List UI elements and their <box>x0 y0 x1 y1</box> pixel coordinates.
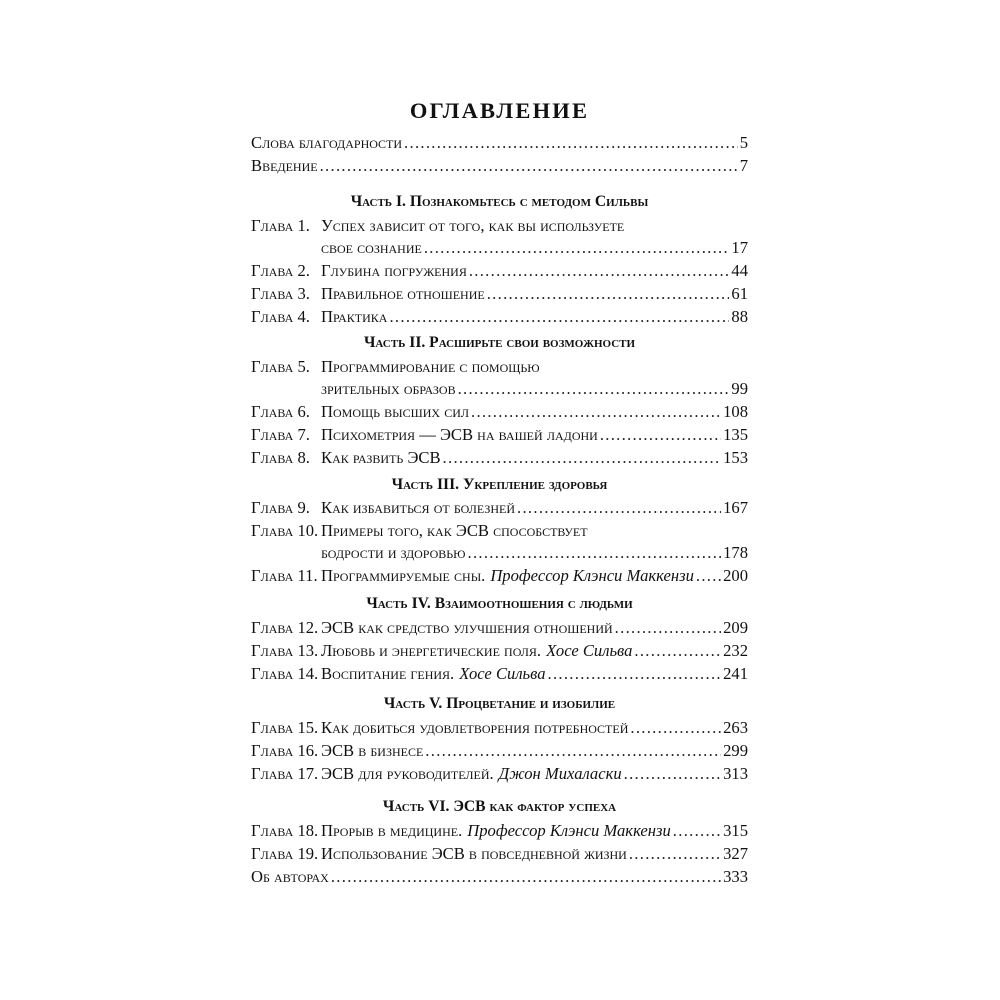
toc-entry-chapter-2[interactable] <box>251 259 748 282</box>
chapter-title: Помощь высших сил <box>321 402 469 421</box>
chapter-title: Практика <box>321 307 388 326</box>
leader-dots <box>696 564 721 587</box>
toc-entry-introduction[interactable] <box>251 154 748 177</box>
toc-entry-chapter-9[interactable] <box>251 496 748 519</box>
page-number: 99 <box>731 379 748 398</box>
leader-dots <box>425 739 721 762</box>
leader-dots <box>468 541 722 564</box>
toc-entry-chapter-19[interactable] <box>251 842 748 865</box>
chapter-title: ЭСВ в бизнесе <box>321 741 424 760</box>
chapter-author: Хосе Сильва <box>546 641 633 660</box>
toc-entry-chapter-10[interactable] <box>251 519 748 542</box>
part-heading-2: Часть II. Расширьте свои возможности <box>363 334 636 351</box>
page-number: 88 <box>731 307 748 326</box>
chapter-number: Глава 16. <box>251 741 319 760</box>
chapter-title: Любовь и энергетические поля. <box>321 641 542 660</box>
chapter-title: Программируемые сны. <box>321 566 486 585</box>
chapter-number: Глава 12. <box>251 618 319 637</box>
part-heading-6: Часть VI. ЭСВ как фактор успеха <box>382 798 617 815</box>
page-number: 17 <box>731 238 748 257</box>
chapter-author: Профессор Клэнси Маккензи <box>490 566 694 585</box>
chapter-number: Глава 11. <box>251 566 318 585</box>
chapter-title: Психометрия — ЭСВ на вашей ладони <box>321 425 598 444</box>
toc-entry-chapter-11[interactable] <box>251 564 748 587</box>
page-number: 209 <box>723 618 748 637</box>
leader-dots <box>615 616 721 639</box>
leader-dots <box>517 496 721 519</box>
toc-entry-chapter-5[interactable] <box>251 355 748 378</box>
toc-entry-chapter-5-cont[interactable] <box>251 377 748 400</box>
leader-dots <box>389 305 729 328</box>
entry-label: Слова благодарности <box>251 133 403 152</box>
toc-entry-chapter-1[interactable] <box>251 214 748 237</box>
toc-entry-chapter-13[interactable] <box>251 639 748 662</box>
page-number: 61 <box>731 284 748 303</box>
toc-entry-chapter-4[interactable] <box>251 305 748 328</box>
page-number: 178 <box>723 543 748 562</box>
toc-entry-chapter-10-cont[interactable] <box>251 541 748 564</box>
chapter-title-continued: бодрости и здоровью <box>321 543 466 562</box>
leader-dots <box>630 716 721 739</box>
chapter-title-continued: зрительных образов <box>321 379 456 398</box>
chapter-title: Правильное отношение <box>321 284 485 303</box>
leader-dots <box>320 154 738 177</box>
leader-dots <box>548 662 722 685</box>
leader-dots <box>634 639 721 662</box>
leader-dots <box>443 446 722 469</box>
toc-entry-chapter-12[interactable] <box>251 616 748 639</box>
toc-entry-chapter-16[interactable] <box>251 739 748 762</box>
chapter-title-continued: свое сознание <box>321 238 422 257</box>
toc-entry-chapter-17[interactable] <box>251 762 748 785</box>
page-number: 108 <box>723 402 748 421</box>
toc-entry-chapter-8[interactable] <box>251 446 748 469</box>
part-heading-1: Часть I. Познакомьтесь с методом Сильвы <box>350 193 649 210</box>
leader-dots <box>458 377 730 400</box>
chapter-number: Глава 7. <box>251 425 310 444</box>
toc-entry-chapter-1-cont[interactable] <box>251 236 748 259</box>
leader-dots <box>673 819 721 842</box>
page-number: 135 <box>723 425 748 444</box>
toc-entry-acknowledgements[interactable] <box>251 131 748 154</box>
toc-entry-chapter-7[interactable] <box>251 423 748 446</box>
toc-entry-chapter-6[interactable] <box>251 400 748 423</box>
chapter-number: Глава 2. <box>251 261 310 280</box>
chapter-number: Глава 17. <box>251 764 319 783</box>
chapter-title: Программирование с помощью <box>321 357 540 376</box>
leader-dots <box>404 131 738 154</box>
chapter-number: Глава 18. <box>251 821 319 840</box>
chapter-title: Как избавиться от болезней <box>321 498 516 517</box>
chapter-title: Как развить ЭСВ <box>321 448 441 467</box>
leader-dots <box>424 236 730 259</box>
chapter-title: Глубина погружения <box>321 261 467 280</box>
toc-entry-chapter-14[interactable] <box>251 662 748 685</box>
leader-dots <box>471 400 721 423</box>
part-heading-4: Часть IV. Взаимоотношения с людьми <box>366 595 633 612</box>
page-number: 200 <box>723 566 748 585</box>
page-number: 5 <box>739 133 748 152</box>
leader-dots <box>624 762 721 785</box>
chapter-number: Глава 3. <box>251 284 310 303</box>
chapter-number: Глава 14. <box>251 664 319 683</box>
page-number: 313 <box>723 764 748 783</box>
leader-dots <box>600 423 721 446</box>
chapter-number: Глава 10. <box>251 521 319 540</box>
page-number: 327 <box>723 844 748 863</box>
leader-dots <box>331 865 721 888</box>
page-number: 333 <box>723 867 748 886</box>
entry-label: Об авторах <box>251 867 329 886</box>
chapter-title: ЭСВ для руководителей. <box>321 764 494 783</box>
chapter-author: Профессор Клэнси Маккензи <box>467 821 671 840</box>
chapter-number: Глава 6. <box>251 402 310 421</box>
page-number: 263 <box>723 718 748 737</box>
leader-dots <box>629 842 721 865</box>
chapter-number: Глава 13. <box>251 641 319 660</box>
chapter-title: ЭСВ как средство улучшения отношений <box>321 618 613 637</box>
leader-dots <box>487 282 730 305</box>
toc-entry-chapter-3[interactable] <box>251 282 748 305</box>
chapter-number: Глава 8. <box>251 448 310 467</box>
toc-entry-chapter-15[interactable] <box>251 716 748 739</box>
page-number: 153 <box>723 448 748 467</box>
chapter-number: Глава 15. <box>251 718 319 737</box>
chapter-title: Примеры того, как ЭСВ способствует <box>321 521 588 540</box>
part-heading-5: Часть V. Процветание и изобилие <box>383 695 616 712</box>
part-heading-3: Часть III. Укрепление здоровья <box>391 476 608 493</box>
chapter-author: Джон Михаласки <box>498 764 622 783</box>
chapter-number: Глава 1. <box>251 216 310 235</box>
chapter-title: Воспитание гения. <box>321 664 455 683</box>
page-number: 241 <box>723 664 748 683</box>
page-number: 232 <box>723 641 748 660</box>
entry-label: Введение <box>251 156 318 175</box>
page-number: 315 <box>723 821 748 840</box>
chapter-number: Глава 19. <box>251 844 319 863</box>
chapter-title: Успех зависит от того, как вы используете <box>321 216 625 235</box>
chapter-number: Глава 9. <box>251 498 310 517</box>
page-number: 7 <box>739 156 748 175</box>
chapter-number: Глава 4. <box>251 307 310 326</box>
chapter-title: Прорыв в медицине. <box>321 821 463 840</box>
toc-entry-about-authors[interactable] <box>251 865 748 888</box>
page-number: 299 <box>723 741 748 760</box>
leader-dots <box>469 259 730 282</box>
chapter-author: Хосе Сильва <box>459 664 546 683</box>
chapter-number: Глава 5. <box>251 357 310 376</box>
page-number: 167 <box>723 498 748 517</box>
page-title: ОГЛАВЛЕНИЕ <box>409 98 590 123</box>
chapter-title: Использование ЭСВ в повседневной жизни <box>321 844 627 863</box>
chapter-title: Как добиться удовлетворения потребностей <box>321 718 629 737</box>
page-number: 44 <box>731 261 748 280</box>
toc-entry-chapter-18[interactable] <box>251 819 748 842</box>
